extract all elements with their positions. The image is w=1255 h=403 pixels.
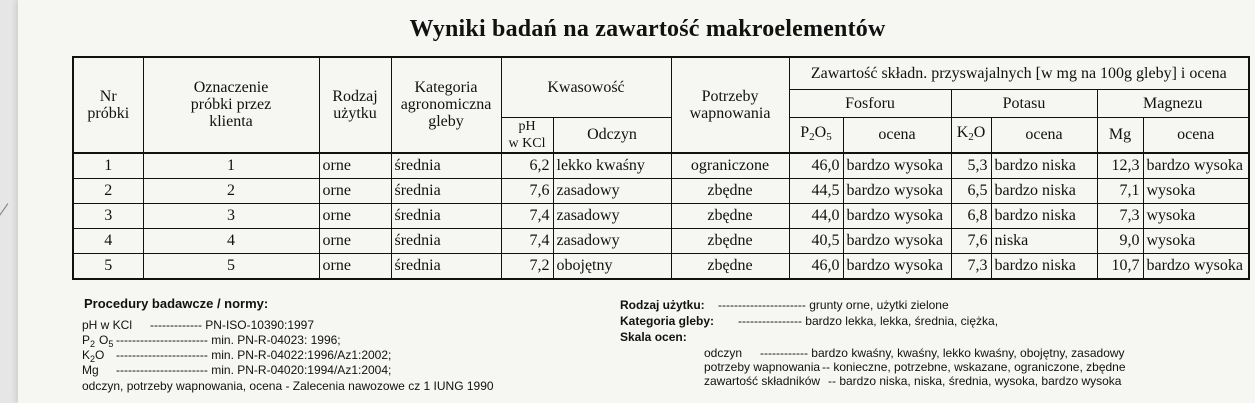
cell-nr: 1 xyxy=(73,153,143,179)
table-row xyxy=(73,178,1249,203)
cell-p-ocena: bardzo wysoka xyxy=(843,153,951,179)
cell-mg: 9,0 xyxy=(1097,228,1143,253)
procedure-p-value: ----------------------- min. PN-R-04023: 1996; xyxy=(116,333,341,347)
cell-k-ocena: bardzo niska xyxy=(991,203,1097,228)
header-p2o5: $P_2O_5$ xyxy=(789,117,843,153)
document-title: Wyniki badań na zawartość makroelementów xyxy=(409,16,886,42)
cell-potrzeby: zbędne xyxy=(671,178,789,203)
legend-section xyxy=(620,296,1250,400)
legend-skala-label: Skala ocen: xyxy=(620,330,687,344)
cell-rodzaj: orne xyxy=(319,203,391,228)
legend-odczyn-value: ------------ bardzo kwaśny, kwaśny, lekko kwaśny, obojętny, zasadowy xyxy=(760,346,1125,360)
legend-zawartosc-value: -- bardzo niska, niska, średnia, wysoka, bardzo wysoka xyxy=(828,374,1122,388)
cell-k-ocena: bardzo niska xyxy=(991,153,1097,179)
cell-mg-ocena: bardzo wysoka xyxy=(1143,253,1249,279)
cell-mg: 12,3 xyxy=(1097,153,1143,179)
procedure-mg-label: Mg xyxy=(82,363,99,377)
table-row xyxy=(73,253,1249,279)
cell-mg: 7,3 xyxy=(1097,203,1143,228)
header-fosfor: Fosforu xyxy=(789,89,951,117)
cell-mg-ocena: wysoka xyxy=(1143,228,1249,253)
cell-potrzeby: zbędne xyxy=(671,228,789,253)
cell-k2o: 6,5 xyxy=(951,178,991,203)
cell-oznaczenie: 5 xyxy=(143,253,319,279)
cell-nr: 2 xyxy=(73,178,143,203)
header-ph: pH w KCl xyxy=(501,117,553,153)
cell-nr: 5 xyxy=(73,253,143,279)
header-potrzeby: Potrzeby wapnowania xyxy=(671,57,789,153)
cell-ph: 6,2 xyxy=(501,153,553,179)
legend-rodzaj-value: ---------------------- grunty orne, użytki zielone xyxy=(718,298,949,312)
cell-potrzeby: ograniczone xyxy=(671,153,789,179)
cell-odczyn: zasadowy xyxy=(553,178,671,203)
procedures-section xyxy=(82,296,602,400)
cell-rodzaj: orne xyxy=(319,178,391,203)
cell-kategoria: średnia xyxy=(391,228,501,253)
legend-odczyn-label: odczyn xyxy=(704,346,743,360)
legend-kategoria-label: Kategoria gleby: xyxy=(620,314,715,328)
table-row xyxy=(73,228,1249,253)
cell-k-ocena: bardzo niska xyxy=(991,253,1097,279)
cell-ph: 7,4 xyxy=(501,228,553,253)
cell-k-ocena: bardzo niska xyxy=(991,178,1097,203)
cell-odczyn: obojętny xyxy=(553,253,671,279)
procedure-ph-value: ------------- PN-ISO-10390:1997 xyxy=(150,318,315,332)
procedure-ph-label: pH w KCl xyxy=(82,318,133,332)
cell-ph: 7,4 xyxy=(501,203,553,228)
cell-potrzeby: zbędne xyxy=(671,253,789,279)
procedure-p-label: $P_2$ $O_5$ xyxy=(82,333,114,349)
procedure-mg-value: ----------------------- min. PN-R-04020:1994/Az1:2004; xyxy=(116,363,392,377)
cell-oznaczenie: 4 xyxy=(143,228,319,253)
cell-odczyn: zasadowy xyxy=(553,228,671,253)
cell-p-ocena: bardzo wysoka xyxy=(843,253,951,279)
table-row xyxy=(73,203,1249,228)
header-magnez-ocena: ocena xyxy=(1143,117,1249,153)
cell-nr: 3 xyxy=(73,203,143,228)
cell-mg: 10,7 xyxy=(1097,253,1143,279)
cell-k2o: 7,6 xyxy=(951,228,991,253)
cell-kategoria: średnia xyxy=(391,178,501,203)
cell-odczyn: lekko kwaśny xyxy=(553,153,671,179)
cell-p2o5: 46,0 xyxy=(789,253,843,279)
cell-kategoria: średnia xyxy=(391,153,501,179)
cell-p-ocena: bardzo wysoka xyxy=(843,228,951,253)
cell-p-ocena: bardzo wysoka xyxy=(843,178,951,203)
header-k2o: $K_2O$ xyxy=(951,117,991,153)
procedures-heading: Procedury badawcze / normy: xyxy=(84,296,269,311)
cell-p2o5: 44,5 xyxy=(789,178,843,203)
cell-nr: 4 xyxy=(73,228,143,253)
pen-mark xyxy=(0,203,18,228)
cell-p-ocena: bardzo wysoka xyxy=(843,203,951,228)
legend-potrzeby-value: -- konieczne, potrzebne, wskazane, ograniczone, zbędne xyxy=(822,360,1126,374)
header-kwasowosc: Kwasowość xyxy=(501,57,671,117)
cell-potrzeby: zbędne xyxy=(671,203,789,228)
header-kategoria: Kategoria agronomiczna gleby xyxy=(391,57,501,153)
procedure-k-value: ----------------------- min. PN-R-04022:1996/Az1:2002; xyxy=(116,348,392,362)
cell-kategoria: średnia xyxy=(391,203,501,228)
cell-mg: 7,1 xyxy=(1097,178,1143,203)
header-fosfor-ocena: ocena xyxy=(843,117,951,153)
cell-k-ocena: niska xyxy=(991,228,1097,253)
header-mg: Mg xyxy=(1097,117,1143,153)
cell-rodzaj: orne xyxy=(319,153,391,179)
cell-oznaczenie: 3 xyxy=(143,203,319,228)
legend-rodzaj-label: Rodzaj użytku: xyxy=(620,298,705,312)
header-potas: Potasu xyxy=(951,89,1097,117)
header-nr: Nr próbki xyxy=(73,57,143,153)
header-oznaczenie: Oznaczenie próbki przez klienta xyxy=(143,57,319,153)
cell-odczyn: zasadowy xyxy=(553,203,671,228)
procedure-footer: odczyn, potrzeby wapnowania, ocena - Zalecenia nawozowe cz 1 IUNG 1990 xyxy=(82,379,494,393)
cell-k2o: 5,3 xyxy=(951,153,991,179)
cell-ph: 7,2 xyxy=(501,253,553,279)
procedure-k-label: $K_2O$ xyxy=(82,348,105,364)
cell-k2o: 6,8 xyxy=(951,203,991,228)
results-table xyxy=(72,56,1250,280)
legend-potrzeby-label: potrzeby wapnowania xyxy=(704,360,821,374)
cell-rodzaj: orne xyxy=(319,253,391,279)
legend-zawartosc-label: zawartość składników xyxy=(704,374,821,388)
header-odczyn: Odczyn xyxy=(553,117,671,153)
legend-kategoria-value: ---------------- bardzo lekka, lekka, średnia, ciężka, xyxy=(738,314,999,328)
cell-rodzaj: orne xyxy=(319,228,391,253)
cell-mg-ocena: wysoka xyxy=(1143,203,1249,228)
cell-mg-ocena: wysoka xyxy=(1143,178,1249,203)
header-potas-ocena: ocena xyxy=(991,117,1097,153)
cell-oznaczenie: 2 xyxy=(143,178,319,203)
cell-p2o5: 44,0 xyxy=(789,203,843,228)
cell-oznaczenie: 1 xyxy=(143,153,319,179)
table-row xyxy=(73,153,1249,179)
cell-mg-ocena: bardzo wysoka xyxy=(1143,153,1249,179)
cell-kategoria: średnia xyxy=(391,253,501,279)
cell-p2o5: 46,0 xyxy=(789,153,843,179)
header-zawartosc: Zawartość składn. przyswajalnych [w mg na 100g gleby] i ocena xyxy=(789,57,1249,89)
cell-ph: 7,6 xyxy=(501,178,553,203)
cell-p2o5: 40,5 xyxy=(789,228,843,253)
cell-k2o: 7,3 xyxy=(951,253,991,279)
header-magnez: Magnezu xyxy=(1097,89,1249,117)
header-rodzaj: Rodzaj użytku xyxy=(319,57,391,153)
